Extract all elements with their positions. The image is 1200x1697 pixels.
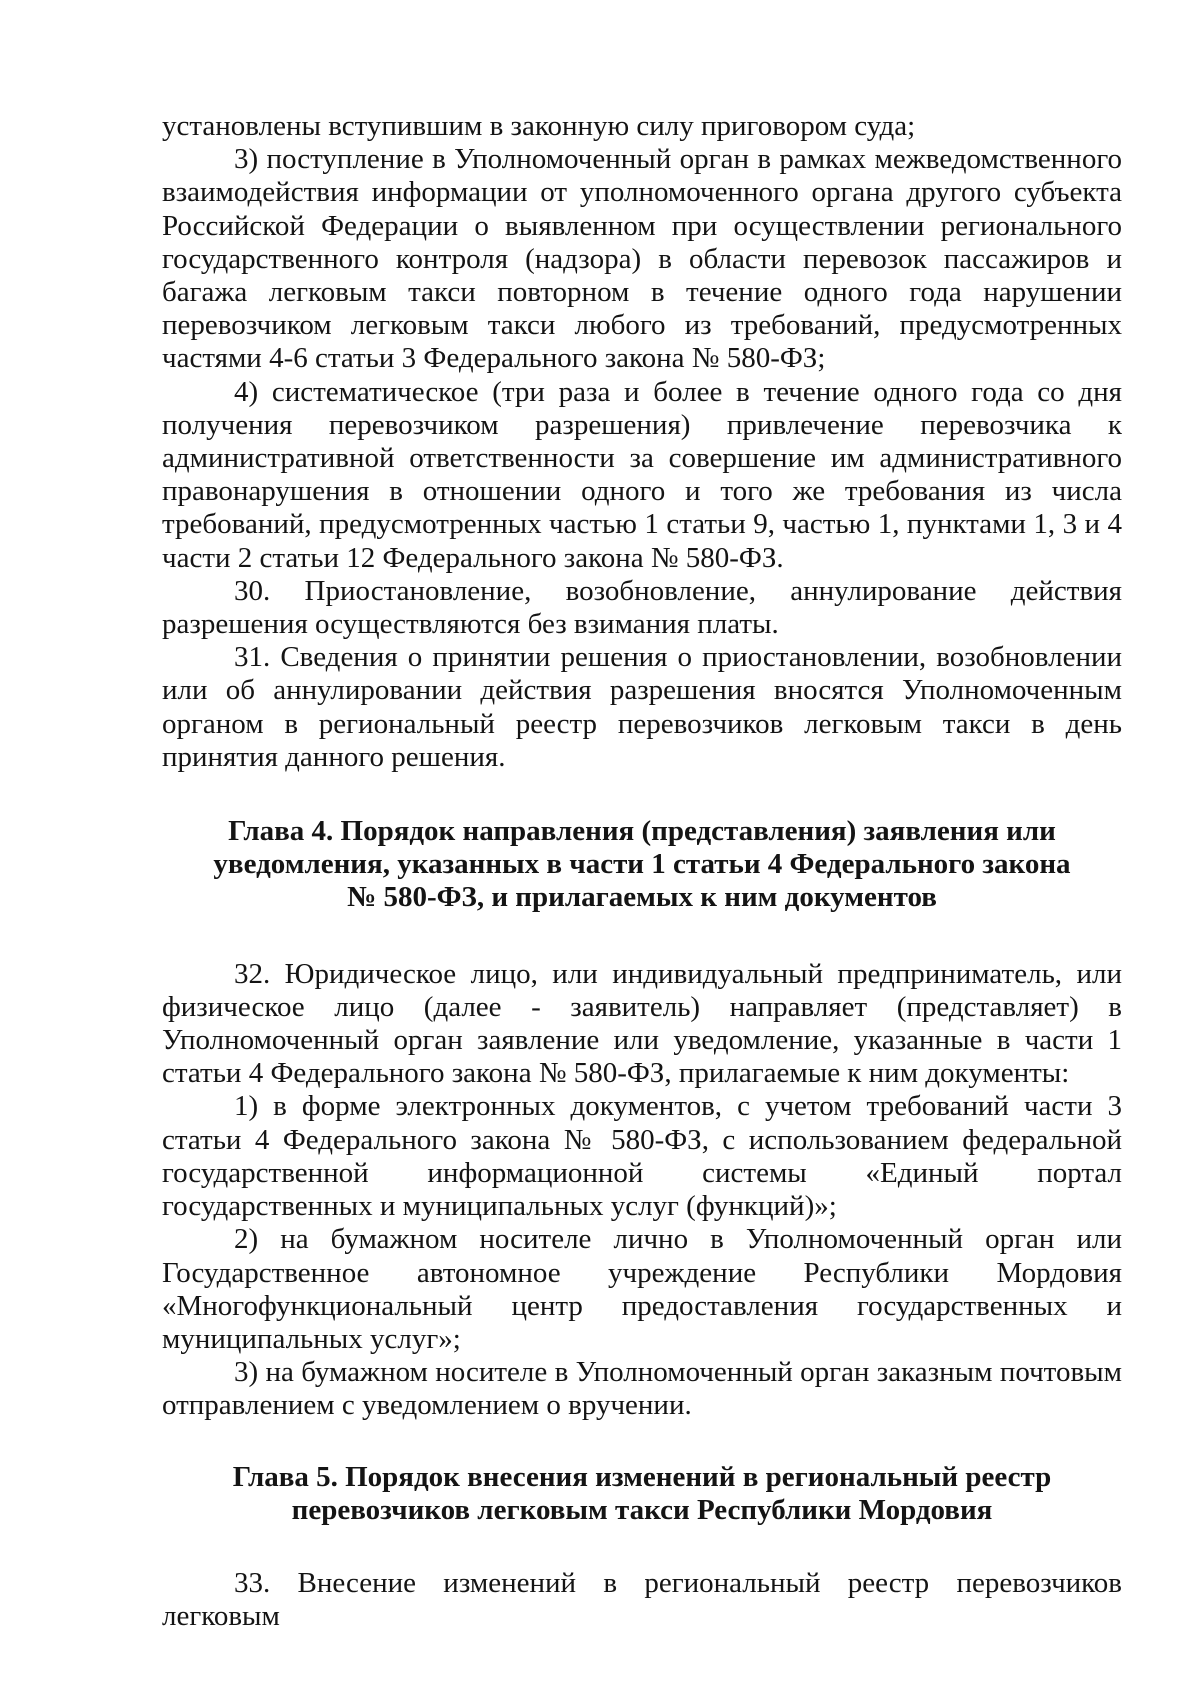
paragraph-33: 33. Внесение изменений в региональный реестр перевозчиков легковым	[162, 1566, 1122, 1633]
chapter-4-heading	[162, 815, 1122, 915]
paragraph-30: 30. Приостановление, возобновление, аннулирование действия разрешения осуществляются без взимания платы.	[162, 574, 1122, 641]
chapter-5-heading-line-2: перевозчиков легковым такси Республики Мордовия	[291, 1493, 993, 1526]
paragraph-31: 31. Сведения о принятии решения о приостановлении, возобновлении или об аннулировании действия разрешения вносятся Уполномоченным органом в региональный реестр перевозчиков легковым такси в день принятия данного решения.	[162, 641, 1122, 773]
chapter-4-heading-line-2: уведомления, указанных в части 1 статьи 4 Федерального закона	[213, 848, 1071, 881]
paragraph-item-3: 3) поступление в Уполномоченный орган в рамках межведомственного взаимодействия информации от уполномоченного органа другого субъекта Российской Федерации о выявленном при осуществлении регионального государственного контроля (надзора) в области перевозок пассажиров и багажа легковым такси повторном в течение одного года нарушении перевозчиком легковым такси любого из требований, предусмотренных частями 4-6 статьи 3 Федерального закона № 580-ФЗ;	[162, 143, 1122, 375]
paragraph-32-item-1: 1) в форме электронных документов, с учетом требований части 3 статьи 4 Федерального закона № 580-ФЗ, с использованием федеральной государственной информационной системы «Единый портал государственных и муниципальных услуг (функций)»;	[162, 1090, 1122, 1223]
paragraph-32-item-3: 3) на бумажном носителе в Уполномоченный орган заказным почтовым отправлением с уведомлением о вручении.	[162, 1356, 1122, 1422]
document-page	[162, 110, 1122, 1633]
paragraph-32: 32. Юридическое лицо, или индивидуальный предприниматель, или физическое лицо (далее - заявитель) направляет (представляет) в Уполномоченный орган заявление или уведомление, указанные в части 1 статьи 4 Федерального закона № 580-ФЗ, прилагаемые к ним документы:	[162, 957, 1122, 1090]
chapter-5-heading-line-1: Глава 5. Порядок внесения изменений в региональный реестр	[232, 1460, 1052, 1493]
paragraph-item-4: 4) систематическое (три раза и более в течение одного года со дня получения перевозчиком разрешения) привлечение перевозчика к административной ответственности за совершение им административного правонарушения в отношении одного и того же требования из числа требований, предусмотренных частью 1 статьи 9, частью 1, пунктами 1, 3 и 4 части 2 статьи 12 Федерального закона № 580-ФЗ.	[162, 375, 1122, 574]
chapter-4-heading-line-3: № 580-ФЗ, и прилагаемых к ним документов	[347, 881, 937, 914]
paragraph-continuation: установлены вступившим в законную силу приговором суда;	[162, 110, 916, 142]
paragraph-32-item-2: 2) на бумажном носителе лично в Уполномоченный орган или Государственное автономное учреждение Республики Мордовия «Многофункциональный центр предоставления государственных и муниципальных услуг»;	[162, 1223, 1122, 1355]
chapter-4-heading-line-1: Глава 4. Порядок направления (представления) заявления или	[228, 815, 1056, 848]
chapter-5-heading	[162, 1461, 1122, 1527]
